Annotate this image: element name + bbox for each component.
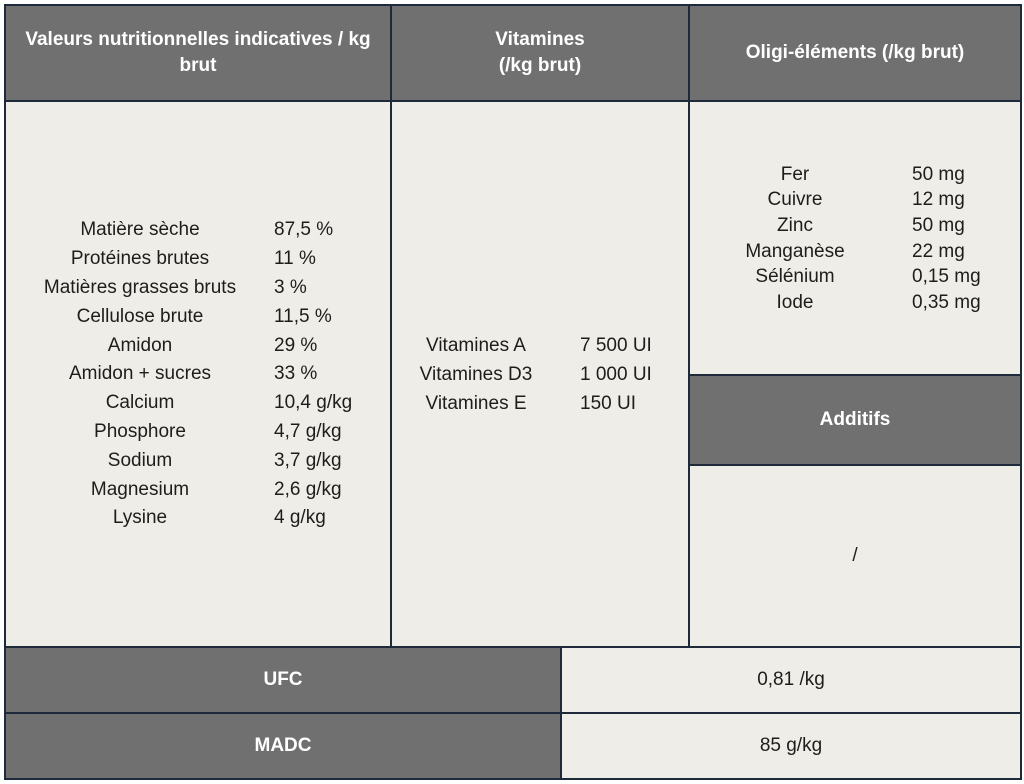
nutrition-label: Matières grasses bruts [43,276,237,298]
nutrition-row [20,446,384,475]
nutrition-value: 87,5 % [274,219,334,241]
trace-label: Iode [776,291,814,313]
nutrition-value: 2,6 g/kg [274,478,342,500]
madc-value-cell [560,712,1022,780]
trace-label: Sélénium [755,266,835,288]
trace-label: Cuivre [767,189,823,211]
header-additives [688,374,1022,466]
vitamin-row [406,361,690,390]
madc-value: 85 g/kg [759,735,823,756]
nutrition-row [20,274,384,303]
trace-value: 50 mg [912,163,965,185]
nutrition-value: 4,7 g/kg [274,420,342,442]
ufc-label-cell [4,646,562,714]
trace-value: 50 mg [912,214,965,236]
header-vitamins [390,4,690,102]
nutrition-label: Magnesium [90,478,190,500]
nutrition-row [20,302,384,331]
nutrition-row [20,389,384,418]
vitamins-panel [390,100,690,648]
nutrition-row [20,475,384,504]
nutrition-row [20,360,384,389]
trace-label: Zinc [777,214,813,236]
vitamin-row [406,390,690,419]
vitamin-row [406,332,690,361]
nutrition-label: Lysine [112,507,168,529]
nutrition-label: Calcium [105,392,175,414]
trace-elements-panel [688,100,1022,376]
nutrition-panel [4,100,392,648]
additives-panel [688,464,1022,648]
header-vitamins-label: Vitamines (/kg brut) [495,29,585,76]
nutrition-value: 4 g/kg [274,507,326,529]
trace-row [720,264,1022,290]
header-additives-label: Additifs [819,409,891,430]
nutrition-label: Matière sèche [80,219,200,241]
trace-row [720,162,1022,188]
vitamin-value: 1 000 UI [580,364,652,386]
nutrition-value: 10,4 g/kg [274,392,353,414]
trace-value: 0,15 mg [912,266,981,288]
nutrition-label: Amidon [107,334,173,356]
vitamin-label: Vitamines A [426,335,526,357]
nutrition-value: 3,7 g/kg [274,449,342,471]
madc-label-cell [4,712,562,780]
nutrition-row [20,245,384,274]
trace-row [720,213,1022,239]
nutrition-value: 33 % [274,363,318,385]
nutrition-row [20,331,384,360]
trace-row [720,239,1022,265]
header-trace-elements-label: Oligi-éléments (/kg brut) [745,42,965,63]
nutrition-label: Sodium [107,449,173,471]
nutrition-label: Amidon + sucres [68,363,212,385]
trace-row [720,290,1022,316]
nutrition-row [20,418,384,447]
nutrition-label: Phosphore [94,420,186,442]
trace-value: 12 mg [912,189,965,211]
nutrition-value: 29 % [274,334,318,356]
vitamin-value: 150 UI [580,392,636,414]
nutrition-value: 3 % [274,276,307,298]
vitamin-value: 7 500 UI [580,335,652,357]
nutrition-label: Cellulose brute [76,305,204,327]
nutrition-row [20,504,384,533]
trace-label: Fer [780,163,810,185]
nutrition-value: 11,5 % [274,305,332,327]
ufc-value: 0,81 /kg [757,669,825,690]
header-nutrition-label: Valeurs nutritionnelles indicatives / kg brut [25,29,371,76]
madc-label: MADC [254,735,312,756]
trace-label: Manganèse [745,240,845,262]
ufc-value-cell [560,646,1022,714]
vitamin-label: Vitamines E [425,392,527,414]
header-nutrition [4,4,392,102]
additives-value: / [852,545,858,566]
vitamin-label: Vitamines D3 [419,364,533,386]
trace-value: 22 mg [912,240,965,262]
trace-row [720,188,1022,214]
header-trace-elements [688,4,1022,102]
trace-value: 0,35 mg [912,291,981,313]
ufc-label: UFC [263,669,303,690]
nutrition-row [20,216,384,245]
nutrition-value: 11 % [274,248,316,270]
nutrition-label: Protéines brutes [70,248,210,270]
